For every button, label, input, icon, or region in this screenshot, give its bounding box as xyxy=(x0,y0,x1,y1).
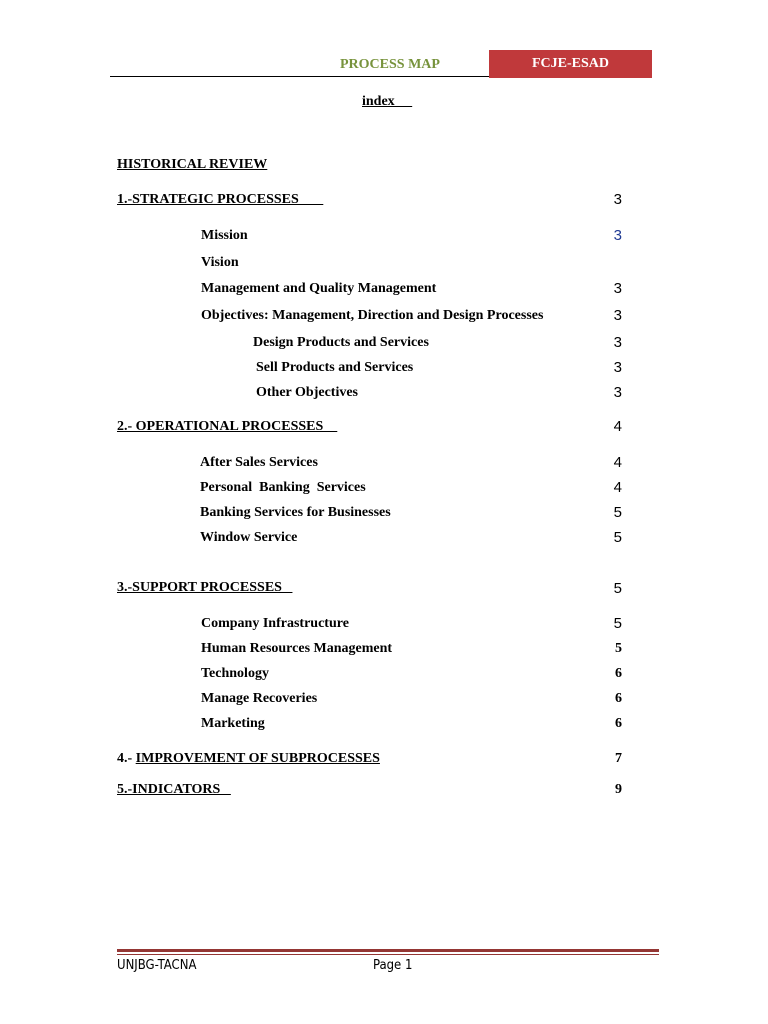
toc-row-mission[interactable] xyxy=(0,228,768,248)
toc-label: Objectives: Management, Direction and Design Processes xyxy=(201,308,544,323)
toc-label: Banking Services for Businesses xyxy=(200,505,391,520)
toc-label: 3.-SUPPORT PROCESSES xyxy=(117,580,293,595)
toc-label: Window Service xyxy=(200,530,298,545)
toc-page: 7 xyxy=(615,751,622,766)
footer-rule-thin xyxy=(117,954,659,955)
toc-page: 6 xyxy=(615,691,622,706)
toc-label: Sell Products and Services xyxy=(256,360,414,375)
toc-row-technology[interactable] xyxy=(0,666,768,686)
toc-row-objectives[interactable] xyxy=(0,308,768,328)
toc-row-personal-banking[interactable] xyxy=(0,480,768,500)
toc-label: HISTORICAL REVIEW xyxy=(117,157,268,172)
toc-page: 6 xyxy=(615,666,622,681)
toc-label: After Sales Services xyxy=(200,455,318,470)
toc-label: Other Objectives xyxy=(256,385,358,400)
toc-row-other-objectives[interactable] xyxy=(0,385,768,405)
toc-row-recoveries[interactable] xyxy=(0,691,768,711)
toc-label: Design Products and Services xyxy=(253,335,429,350)
toc-page: 6 xyxy=(615,716,622,731)
toc-page: 3 xyxy=(613,384,622,401)
toc-label: 5.-INDICATORS xyxy=(117,782,231,797)
toc-row-marketing[interactable] xyxy=(0,716,768,736)
toc-page: 3 xyxy=(613,227,622,244)
header-badge: FCJE-ESAD xyxy=(489,50,652,78)
toc-row-strategic[interactable] xyxy=(0,192,768,212)
toc-label: Management and Quality Management xyxy=(201,281,437,296)
toc-label: Manage Recoveries xyxy=(201,691,318,706)
toc-label: Marketing xyxy=(201,716,265,731)
footer-page-number: Page 1 xyxy=(373,958,413,973)
toc-label: Technology xyxy=(201,666,269,681)
toc-page: 4 xyxy=(613,454,622,471)
toc-page: 4 xyxy=(613,479,622,496)
toc-page: 3 xyxy=(613,191,622,208)
toc-label: 2.- OPERATIONAL PROCESSES xyxy=(117,419,338,434)
toc-page: 3 xyxy=(613,334,622,351)
toc-row-infrastructure[interactable] xyxy=(0,616,768,636)
toc-row-improvement[interactable] xyxy=(0,751,768,771)
toc-row-support[interactable] xyxy=(0,580,768,600)
toc-row-operational[interactable] xyxy=(0,419,768,439)
toc-page: 5 xyxy=(613,615,622,632)
toc-page: 4 xyxy=(613,418,622,435)
index-title: index xyxy=(362,94,413,109)
toc-label: Personal Banking Services xyxy=(200,480,366,495)
header-rule xyxy=(110,76,490,77)
toc-row-window-service[interactable] xyxy=(0,530,768,550)
toc-page: 5 xyxy=(613,580,622,597)
toc-page: 5 xyxy=(613,504,622,521)
header-title: PROCESS MAP xyxy=(340,57,440,72)
toc-label: Mission xyxy=(201,228,248,243)
toc-page: 5 xyxy=(613,529,622,546)
toc-page: 5 xyxy=(615,641,622,656)
footer-rule-thick xyxy=(117,949,659,952)
toc-row-hr[interactable] xyxy=(0,641,768,661)
toc-page: 3 xyxy=(613,359,622,376)
toc-label-prefix: 4.- xyxy=(117,751,136,766)
toc-label: IMPROVEMENT OF SUBPROCESSES xyxy=(135,751,380,766)
toc-row-business-banking[interactable] xyxy=(0,505,768,525)
footer-institution: UNJBG-TACNA xyxy=(117,958,197,973)
toc-page: 9 xyxy=(615,782,622,797)
toc-row-vision[interactable] xyxy=(0,255,768,275)
toc-label: 1.-STRATEGIC PROCESSES xyxy=(117,192,324,207)
toc-row-indicators[interactable] xyxy=(0,782,768,802)
toc-label: Human Resources Management xyxy=(201,641,393,656)
toc-row-mgmt-quality[interactable] xyxy=(0,281,768,301)
toc-row-after-sales[interactable] xyxy=(0,455,768,475)
toc-page: 3 xyxy=(613,280,622,297)
toc-row-historical[interactable] xyxy=(0,157,768,177)
toc-label: Company Infrastructure xyxy=(201,616,349,631)
toc-row-sell-products[interactable] xyxy=(0,360,768,380)
toc-page: 3 xyxy=(613,307,622,324)
toc-label: Vision xyxy=(201,255,239,270)
toc-row-design-products[interactable] xyxy=(0,335,768,355)
